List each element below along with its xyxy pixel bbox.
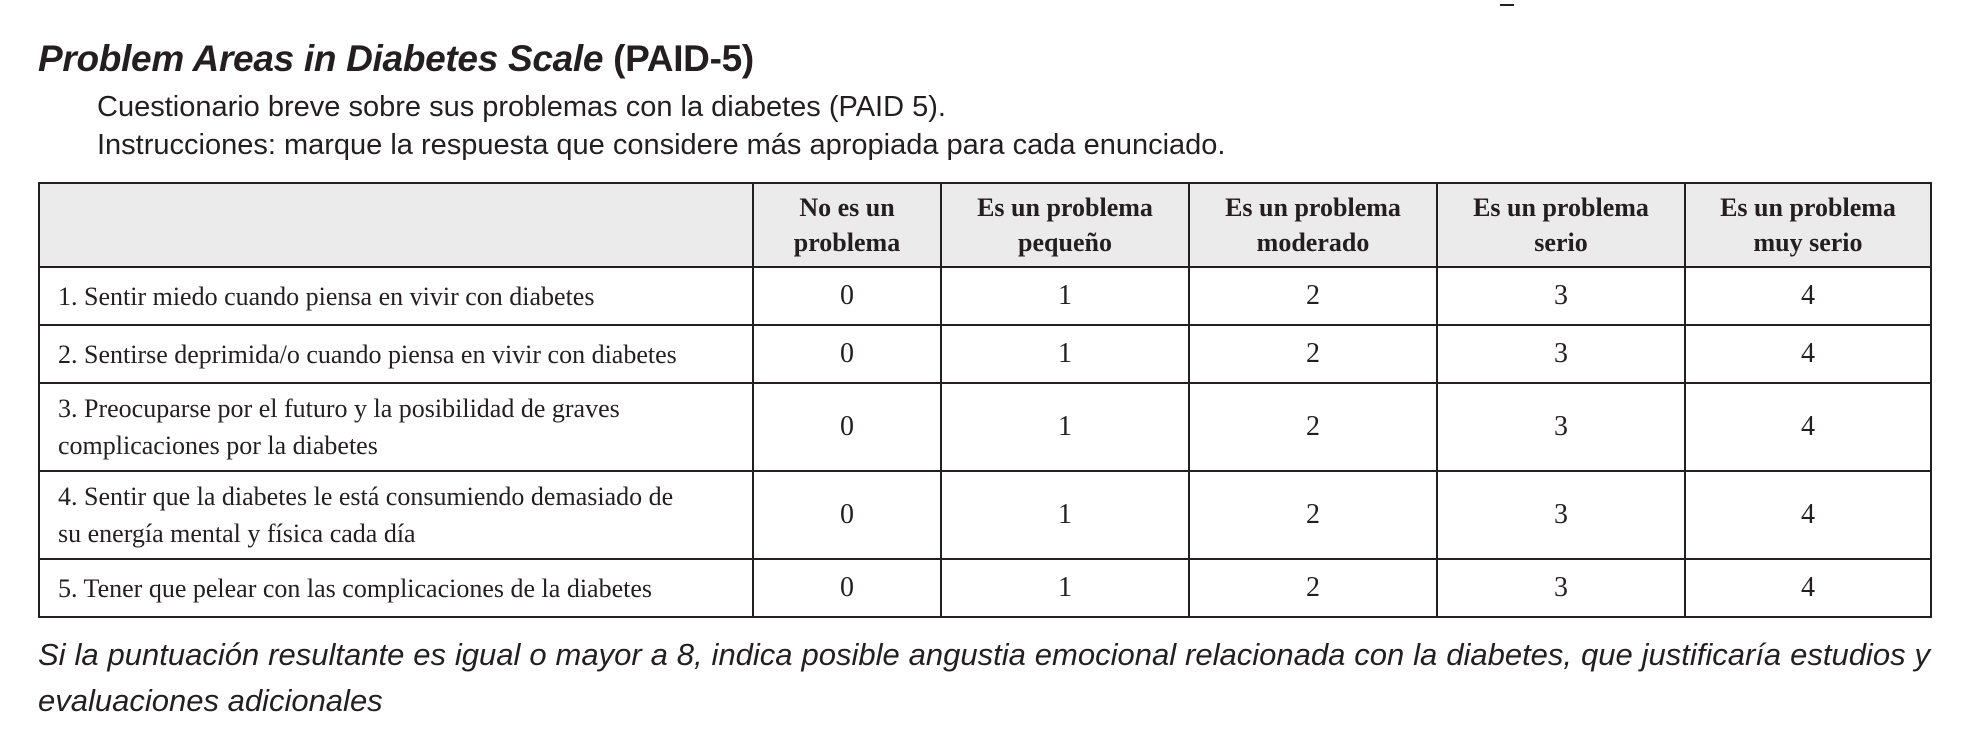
document-title	[38, 36, 1930, 82]
item-statement	[39, 383, 753, 471]
table-header-row	[39, 183, 1931, 267]
score-option-1[interactable]: 1	[941, 325, 1189, 383]
item-text: 1. Sentir miedo cuando piensa en vivir con diabetes	[58, 281, 595, 311]
score-option-4[interactable]: 4	[1685, 471, 1931, 559]
score-option-0[interactable]: 0	[753, 267, 941, 325]
score-option-1[interactable]: 1	[941, 383, 1189, 471]
header-line: Es un problema	[1720, 193, 1896, 222]
score-option-2[interactable]: 2	[1189, 325, 1437, 383]
paid5-document	[38, 36, 1930, 724]
header-moderate-problem	[1189, 183, 1437, 267]
header-line: Es un problema	[977, 193, 1153, 222]
score-option-2[interactable]: 2	[1189, 383, 1437, 471]
header-line: No es un	[799, 193, 895, 222]
score-option-1[interactable]: 1	[941, 559, 1189, 617]
scale-name: Problem Areas in Diabetes Scale	[38, 38, 604, 79]
score-option-4[interactable]: 4	[1685, 325, 1931, 383]
score-option-0[interactable]: 0	[753, 471, 941, 559]
item-text: 5. Tener que pelear con las complicaciones de la diabetes	[58, 573, 653, 603]
table-row	[39, 325, 1931, 383]
score-option-0[interactable]: 0	[753, 559, 941, 617]
page-edge-mark	[1500, 0, 1514, 6]
header-line: Es un problema	[1473, 193, 1649, 222]
score-option-4[interactable]: 4	[1685, 383, 1931, 471]
header-line: moderado	[1256, 228, 1370, 257]
score-option-0[interactable]: 0	[753, 383, 941, 471]
scale-abbreviation: (PAID-5)	[613, 38, 754, 79]
score-option-3[interactable]: 3	[1437, 383, 1685, 471]
item-text: 4. Sentir que la diabetes le está consumiendo demasiado de	[58, 482, 674, 511]
score-option-3[interactable]: 3	[1437, 267, 1685, 325]
item-text: 2. Sentirse deprimida/o cuando piensa en vivir con diabetes	[58, 339, 677, 369]
item-text-continued: su energía mental y física cada día	[58, 519, 416, 548]
score-option-4[interactable]: 4	[1685, 559, 1931, 617]
score-option-4[interactable]: 4	[1685, 267, 1931, 325]
item-statement	[39, 559, 753, 617]
score-option-3[interactable]: 3	[1437, 325, 1685, 383]
table-row	[39, 471, 1931, 559]
intro-text	[97, 88, 1930, 164]
score-option-2[interactable]: 2	[1189, 471, 1437, 559]
header-line: muy serio	[1753, 228, 1863, 257]
header-no-problem	[753, 183, 941, 267]
questionnaire-description: Cuestionario breve sobre sus problemas con la diabetes (PAID 5).	[97, 91, 946, 123]
item-statement	[39, 471, 753, 559]
score-option-1[interactable]: 1	[941, 267, 1189, 325]
paid5-table	[38, 182, 1932, 618]
score-option-2[interactable]: 2	[1189, 559, 1437, 617]
score-option-3[interactable]: 3	[1437, 471, 1685, 559]
item-statement	[39, 267, 753, 325]
header-line: pequeño	[1018, 228, 1112, 257]
score-option-2[interactable]: 2	[1189, 267, 1437, 325]
item-statement	[39, 325, 753, 383]
item-text-continued: complicaciones por la diabetes	[58, 431, 378, 460]
header-line: problema	[793, 228, 901, 257]
header-serious-problem	[1437, 183, 1685, 267]
scoring-note: Si la puntuación resultante es igual o mayor a 8, indica posible angustia emocional relacionada con la diabetes, que justificaría estudios y evaluaciones adicionales	[38, 637, 1930, 718]
table-row	[39, 559, 1931, 617]
header-small-problem	[941, 183, 1189, 267]
score-option-0[interactable]: 0	[753, 325, 941, 383]
header-very-serious-problem	[1685, 183, 1931, 267]
score-option-3[interactable]: 3	[1437, 559, 1685, 617]
table-row	[39, 383, 1931, 471]
header-item-column	[39, 183, 753, 267]
table-row	[39, 267, 1931, 325]
header-line: Es un problema	[1225, 193, 1401, 222]
item-text: 3. Preocuparse por el futuro y la posibilidad de graves	[58, 394, 620, 423]
header-line: serio	[1534, 228, 1588, 257]
instructions: Instrucciones: marque la respuesta que considere más apropiada para cada enunciado.	[97, 129, 1226, 161]
score-option-1[interactable]: 1	[941, 471, 1189, 559]
